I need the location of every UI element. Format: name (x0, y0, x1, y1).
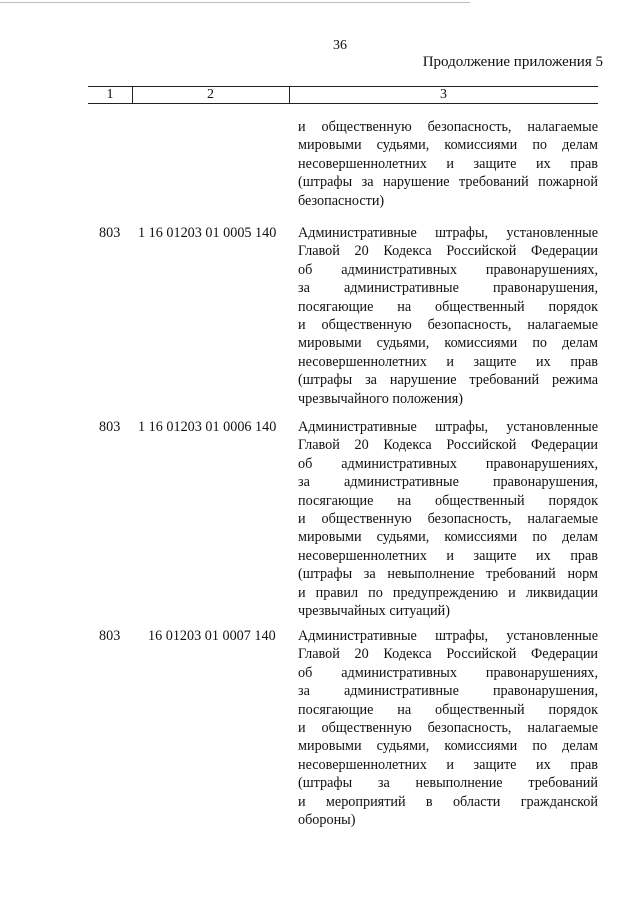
description-line: безопасности) (298, 192, 385, 209)
description-line: обороны) (298, 812, 356, 829)
description-line: (штрафы за невыполнение требований норм (298, 566, 598, 583)
description-line: мировыми судьями, комиссиями по делам (298, 137, 598, 154)
description-line: и общественную безопасность, налагаемые (298, 317, 598, 334)
table-column-header (88, 86, 598, 104)
description-line: и общественную безопасность, налагаемые (298, 511, 598, 528)
description-line: Главой 20 Кодекса Российской Федерации (298, 243, 598, 260)
description-line: несовершеннолетних и защите их прав (298, 756, 598, 773)
description-line: об административных правонарушениях, (298, 664, 598, 681)
description-line: Административные штрафы, установленные (298, 628, 598, 644)
description-line: Главой 20 Кодекса Российской Федерации (298, 646, 598, 663)
kbk-code: 1 16 01203 01 0005 140 (138, 225, 277, 241)
description-line: и мероприятий в области гражданской (298, 793, 598, 810)
description-line: (штрафы за невыполнение требований (298, 775, 598, 792)
description-line: (штрафы за нарушение требований режима (298, 372, 598, 389)
description-line: несовершеннолетних и защите их прав (298, 353, 598, 370)
description-line: Административные штрафы, установленные (298, 225, 598, 241)
description-line: и общественную безопасность, налагаемые (298, 720, 598, 737)
description-line: за административные правонарушения, (298, 474, 598, 491)
admin-code: 803 (99, 225, 121, 241)
kbk-code: 16 01203 01 0007 140 (148, 628, 276, 644)
scan-edge-line (0, 2, 470, 3)
description-line: посягающие на общественный порядок (298, 492, 598, 509)
description-line: и общественную безопасность, налагаемые (298, 119, 598, 135)
description-line: Главой 20 Кодекса Российской Федерации (298, 437, 598, 454)
row-description (298, 418, 598, 620)
description-line: (штрафы за нарушение требований пожарной (298, 174, 598, 191)
description-line: посягающие на общественный порядок (298, 298, 598, 315)
page-number: 36 (333, 38, 347, 53)
description-line: Административные штрафы, установленные (298, 419, 598, 435)
description-line: об административных правонарушениях, (298, 455, 598, 472)
description-line: за административные правонарушения, (298, 280, 598, 297)
description-line: несовершеннолетних и защите их прав (298, 547, 598, 564)
description-line: несовершеннолетних и защите их прав (298, 155, 598, 172)
row-description (298, 627, 598, 829)
kbk-code: 1 16 01203 01 0006 140 (138, 419, 277, 435)
column-header-2: 2 (132, 87, 290, 103)
description-line: за административные правонарушения, (298, 683, 598, 700)
description-line: и правил по предупреждению и ликвидации (298, 584, 598, 601)
row-description (298, 224, 598, 408)
column-header-1: 1 (88, 87, 133, 103)
admin-code: 803 (99, 628, 121, 644)
column-header-3: 3 (440, 87, 447, 102)
continuation-title: Продолжение приложения 5 (422, 54, 603, 70)
description-line: мировыми судьями, комиссиями по делам (298, 738, 598, 755)
carryover-description (298, 118, 598, 210)
description-line: об административных правонарушениях, (298, 261, 598, 278)
description-line: чрезвычайного положения) (298, 390, 464, 407)
admin-code: 803 (99, 419, 121, 435)
description-line: мировыми судьями, комиссиями по делам (298, 335, 598, 352)
description-line: мировыми судьями, комиссиями по делам (298, 529, 598, 546)
description-line: чрезвычайных ситуаций) (298, 603, 450, 620)
description-line: посягающие на общественный порядок (298, 701, 598, 718)
